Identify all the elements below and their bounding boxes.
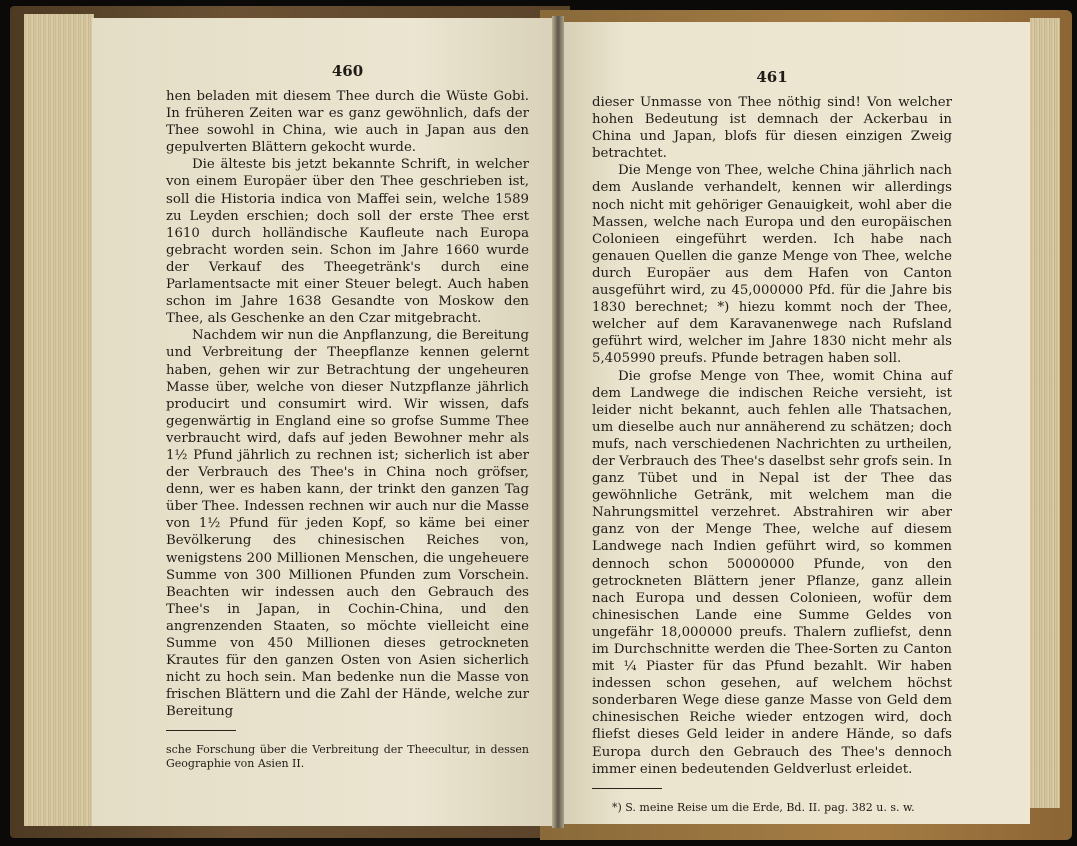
paragraph: dieser Unmasse von Thee nöthig sind! Von welcher hohen Bedeutung ist demnach der Ackerbau in China und Japan, blofs für diesen einzigen Zweig betrachtet. — [592, 95, 952, 162]
right-page-text — [592, 94, 952, 778]
paragraph: Die älteste bis jetzt bekannte Schrift, in welcher von einem Europäer über den Thee geschrieben ist, soll die Historia indica von Maffei sein, welche 1589 zu Leyden erschien; doch soll der erste Thee erst 1610 durch holländische Kaufleute nach Europa gebracht worden sein. Schon im Jahre 1660 wurde der Verkauf des Theegetränk's durch eine Parlamentsacte mit einer Steuer belegt. Auch haben schon im Jahre 1638 Gesandte von Moskow den Thee, als Geschenke an den Czar mitgebracht. — [166, 157, 529, 327]
paragraph: Die Menge von Thee, welche China jährlich nach dem Auslande verhandelt, kennen wir allerdings noch nicht mit gehöriger Genauigkeit, wohl aber die Massen, welche nach Europa und den europäischen Colonieen eingeführt werden. Ich habe nach genauen Quellen die ganze Menge von Thee, welche durch Europäer aus dem Hafen von Canton ausgeführt wird, zu 45,000000 Pfd. für die Jahre bis 1830 berechnet; *) hiezu kommt noch der Thee, welcher auf dem Karavanenwege nach Rufsland geführt wird, welcher im Jahre 1830 nicht mehr als 5,405990 preufs. Pfunde betragen haben soll. — [592, 163, 952, 367]
page-number-left: 460 — [331, 62, 364, 80]
page-edges-left — [24, 14, 94, 826]
paragraph: Die grofse Menge von Thee, womit China auf dem Landwege die indischen Reiche versieht, ist leider nicht bekannt, auch fehlen alle Thatsachen, um dieselbe auch nur annäherend zu schätzen; doch mufs, nach verschiedenen Nachrichten zu urtheilen, der Verbrauch des Thee's daselbst sehr grofs sein. In ganz Tübet und in Nepal ist der Thee das gewöhnliche Getränk, mit welchem man die Nahrungsmittel verzehret. Abstrahiren wir aber ganz von der Menge Thee, welche auf diesem Landwege nach Indien geführt wird, so kommen dennoch schon 50000000 Pfunde, von den getrockneten Blättern jener Pflanze, ganz allein nach Europa und dessen Colonieen, wofür dem chinesischen Lande eine Summe Geldes von ungefähr 18,000000 preufs. Thalern zufliefst, denn im Durchschnitte werden die Thee-Sorten zu Canton mit ¼ Piaster für das Pfund bezahlt. Wir haben indessen schon gesehen, auf welchem höchst sonderbaren Wege diese ganze Masse von Geld dem chinesischen Reiche wieder entzogen wird, doch fliefst dieses Geld leider in andere Hände, so dafs Europa durch den Gebrauch des Thee's dennoch immer einen bedeutenden Geldverlust erleidet. — [592, 368, 952, 777]
page-number-right: 461 — [756, 68, 788, 86]
footnote-rule — [592, 788, 662, 789]
book-gutter — [552, 16, 564, 828]
left-page-text — [166, 88, 529, 720]
footnote-left: sche Forschung über die Verbreitung der Theecultur, in dessen Geographie von Asien II. — [166, 743, 529, 771]
footnote-right: *) S. meine Reise um die Erde, Bd. II. pag. 382 u. s. w. — [612, 800, 915, 814]
footnote-rule — [166, 730, 236, 731]
paragraph: hen beladen mit diesem Thee durch die Wüste Gobi. In früheren Zeiten war es ganz gewöhnlich, dafs der Thee sowohl in China, wie auch in Japan aus den gepulverten Blättern gekocht wurde. — [166, 89, 529, 156]
paragraph: Nachdem wir nun die Anpflanzung, die Bereitung und Verbreitung der Theepflanze kennen gelernt haben, gehen wir zur Betrachtung der ungeheuren Masse über, welche von dieser Nutzpflanze jährlich producirt und consumirt wird. Wir wissen, dafs gegenwärtig in England eine so grofse Summe Thee verbraucht wird, dafs auf jeden Bewohner mehr als 1½ Pfund jährlich zu rechnen ist; sicherlich ist aber der Verbrauch des Thee's in China noch gröfser, denn, wer es haben kann, der trinkt den ganzen Tag über Thee. Indessen rechnen wir auch nur die Masse von 1½ Pfund für jeden Kopf, so käme bei einer Bevölkerung des chinesischen Reiches von, wenigstens 200 Millionen Menschen, die ungeheuere Summe von 300 Millionen Pfunden zum Vorschein. Beachten wir indessen auch den Gebrauch des Thee's in Japan, in Cochin-China, und den angrenzenden Staaten, so möchte vielleicht eine Summe von 450 Millionen dieses getrockneten Krautes für den ganzen Osten von Asien sicherlich nicht zu hoch sein. Man bedenke nun die Masse von frischen Blättern und die Zahl der Hände, welche zur Bereitung — [166, 328, 529, 720]
right-page — [560, 22, 1030, 824]
left-page — [92, 18, 555, 826]
page-edges-right — [1030, 18, 1060, 808]
